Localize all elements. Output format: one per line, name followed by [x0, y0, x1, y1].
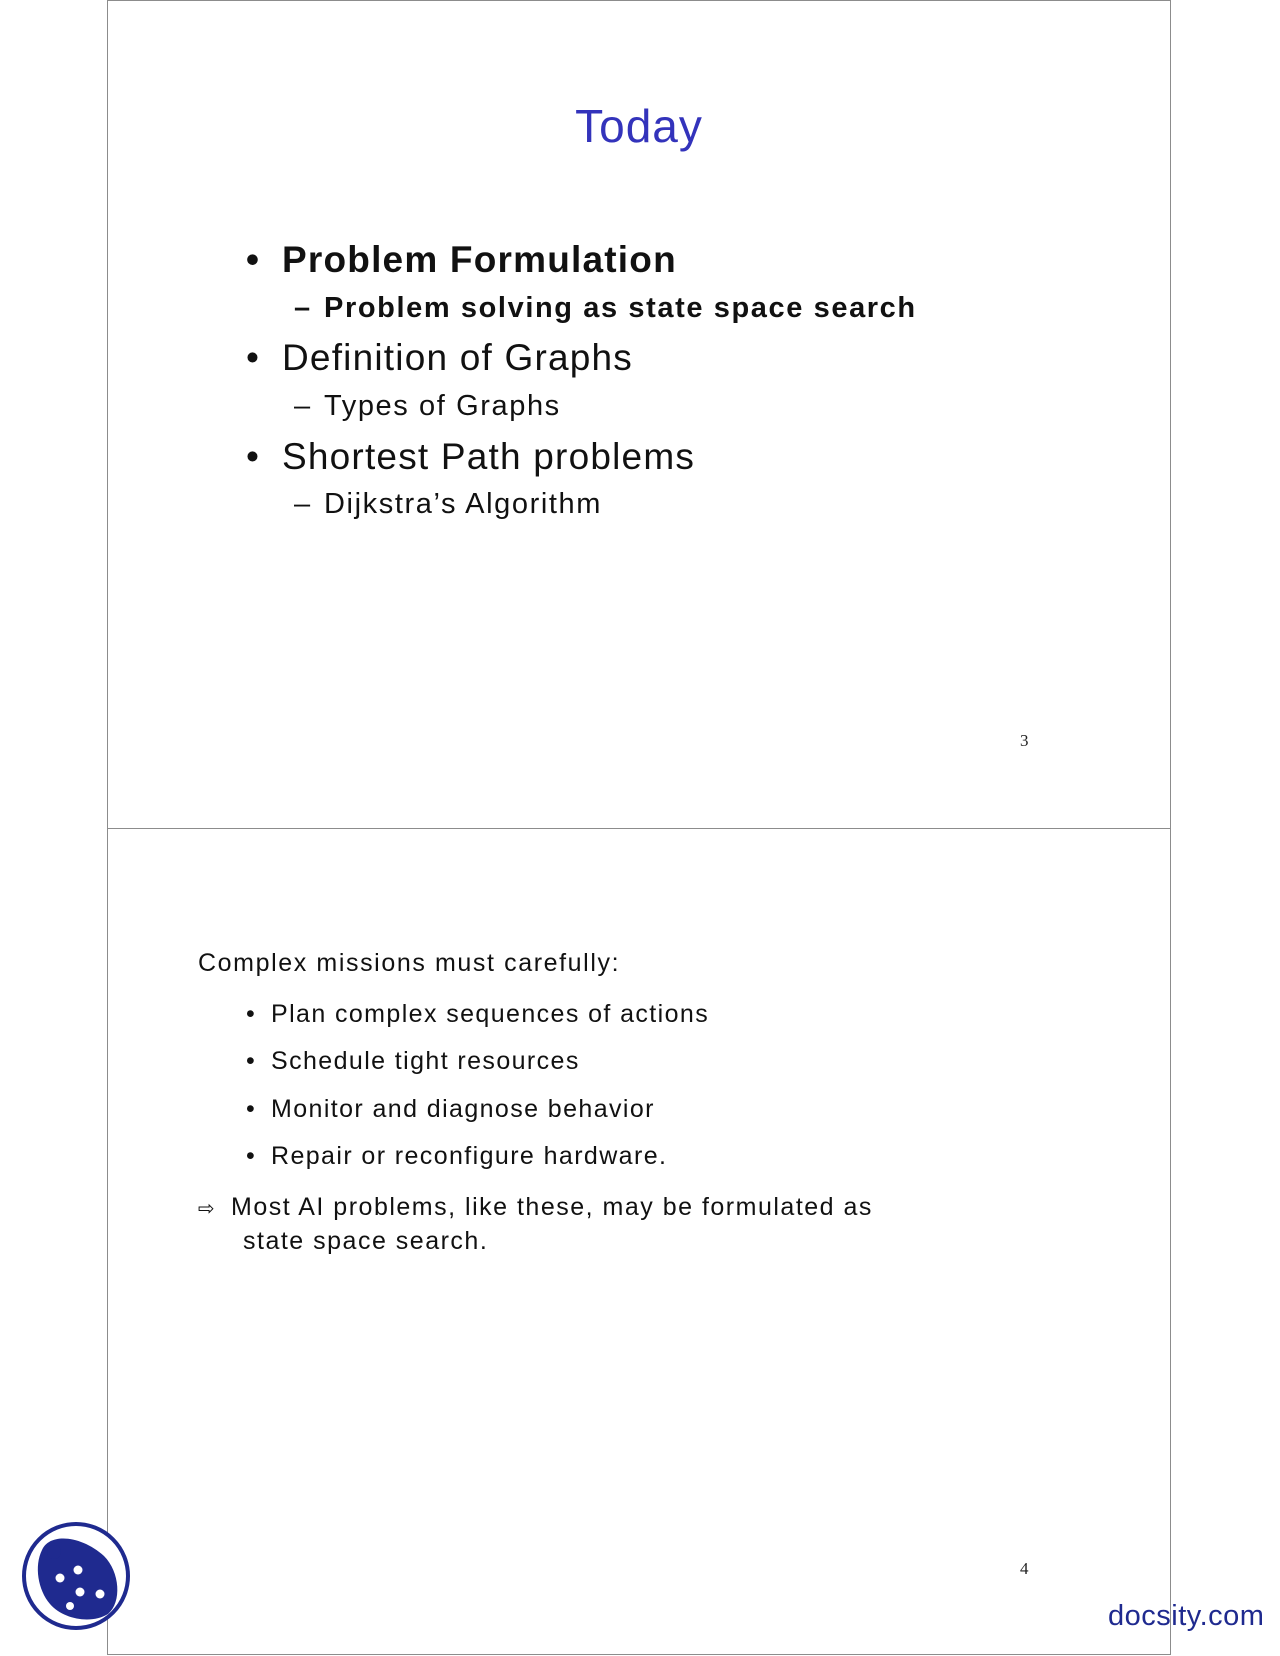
- dash-icon: –: [294, 488, 312, 520]
- intro-text: Complex missions must carefully:: [198, 949, 621, 977]
- list-item-text: Plan complex sequences of actions: [271, 1000, 710, 1028]
- bullet-icon: •: [246, 1000, 257, 1028]
- outline-subitem-text: Problem solving as state space search: [324, 292, 917, 324]
- slide-complex-missions: [107, 828, 1171, 1655]
- outline-item-text: Problem Formulation: [282, 239, 677, 280]
- outline-subitem-text: Types of Graphs: [324, 390, 561, 422]
- arrow-right-icon: ⇨: [198, 1198, 217, 1220]
- dash-icon: –: [294, 390, 312, 422]
- outline-item: [246, 436, 695, 478]
- list-item: [246, 1000, 709, 1029]
- bullet-icon: •: [246, 1047, 257, 1075]
- list-item: [246, 1142, 667, 1171]
- page-number: 3: [1020, 731, 1029, 750]
- list-item: [246, 1095, 655, 1124]
- conclusion-text: [198, 1191, 958, 1257]
- outline-subitem: [294, 292, 917, 325]
- docsity-link[interactable]: docsity.com: [1108, 1600, 1265, 1632]
- bullet-icon: •: [246, 1142, 257, 1170]
- outline-subitem: [294, 390, 561, 423]
- outline-item: [246, 337, 633, 379]
- dash-icon: –: [294, 292, 312, 324]
- list-item-text: Schedule tight resources: [271, 1047, 580, 1075]
- bullet-icon: •: [246, 436, 261, 477]
- bullet-icon: •: [246, 1095, 257, 1123]
- list-item: [246, 1047, 580, 1076]
- conclusion-line: state space search.: [243, 1227, 489, 1255]
- outline-item-text: Definition of Graphs: [282, 337, 634, 378]
- outline-subitem-text: Dijkstra’s Algorithm: [324, 488, 603, 520]
- slide-today: [107, 0, 1171, 829]
- list-item-text: Monitor and diagnose behavior: [271, 1095, 655, 1123]
- outline-item-text: Shortest Path problems: [282, 436, 696, 477]
- bullet-icon: •: [246, 337, 261, 378]
- conclusion-line: Most AI problems, like these, may be formulated as: [231, 1193, 873, 1221]
- slide-title: Today: [575, 100, 703, 152]
- outline-item: [246, 239, 677, 281]
- page-number: 4: [1020, 1559, 1029, 1578]
- bullet-icon: •: [246, 239, 261, 280]
- outline-subitem: [294, 488, 602, 521]
- docsity-logo-icon[interactable]: [20, 1520, 132, 1632]
- list-item-text: Repair or reconfigure hardware.: [271, 1142, 668, 1170]
